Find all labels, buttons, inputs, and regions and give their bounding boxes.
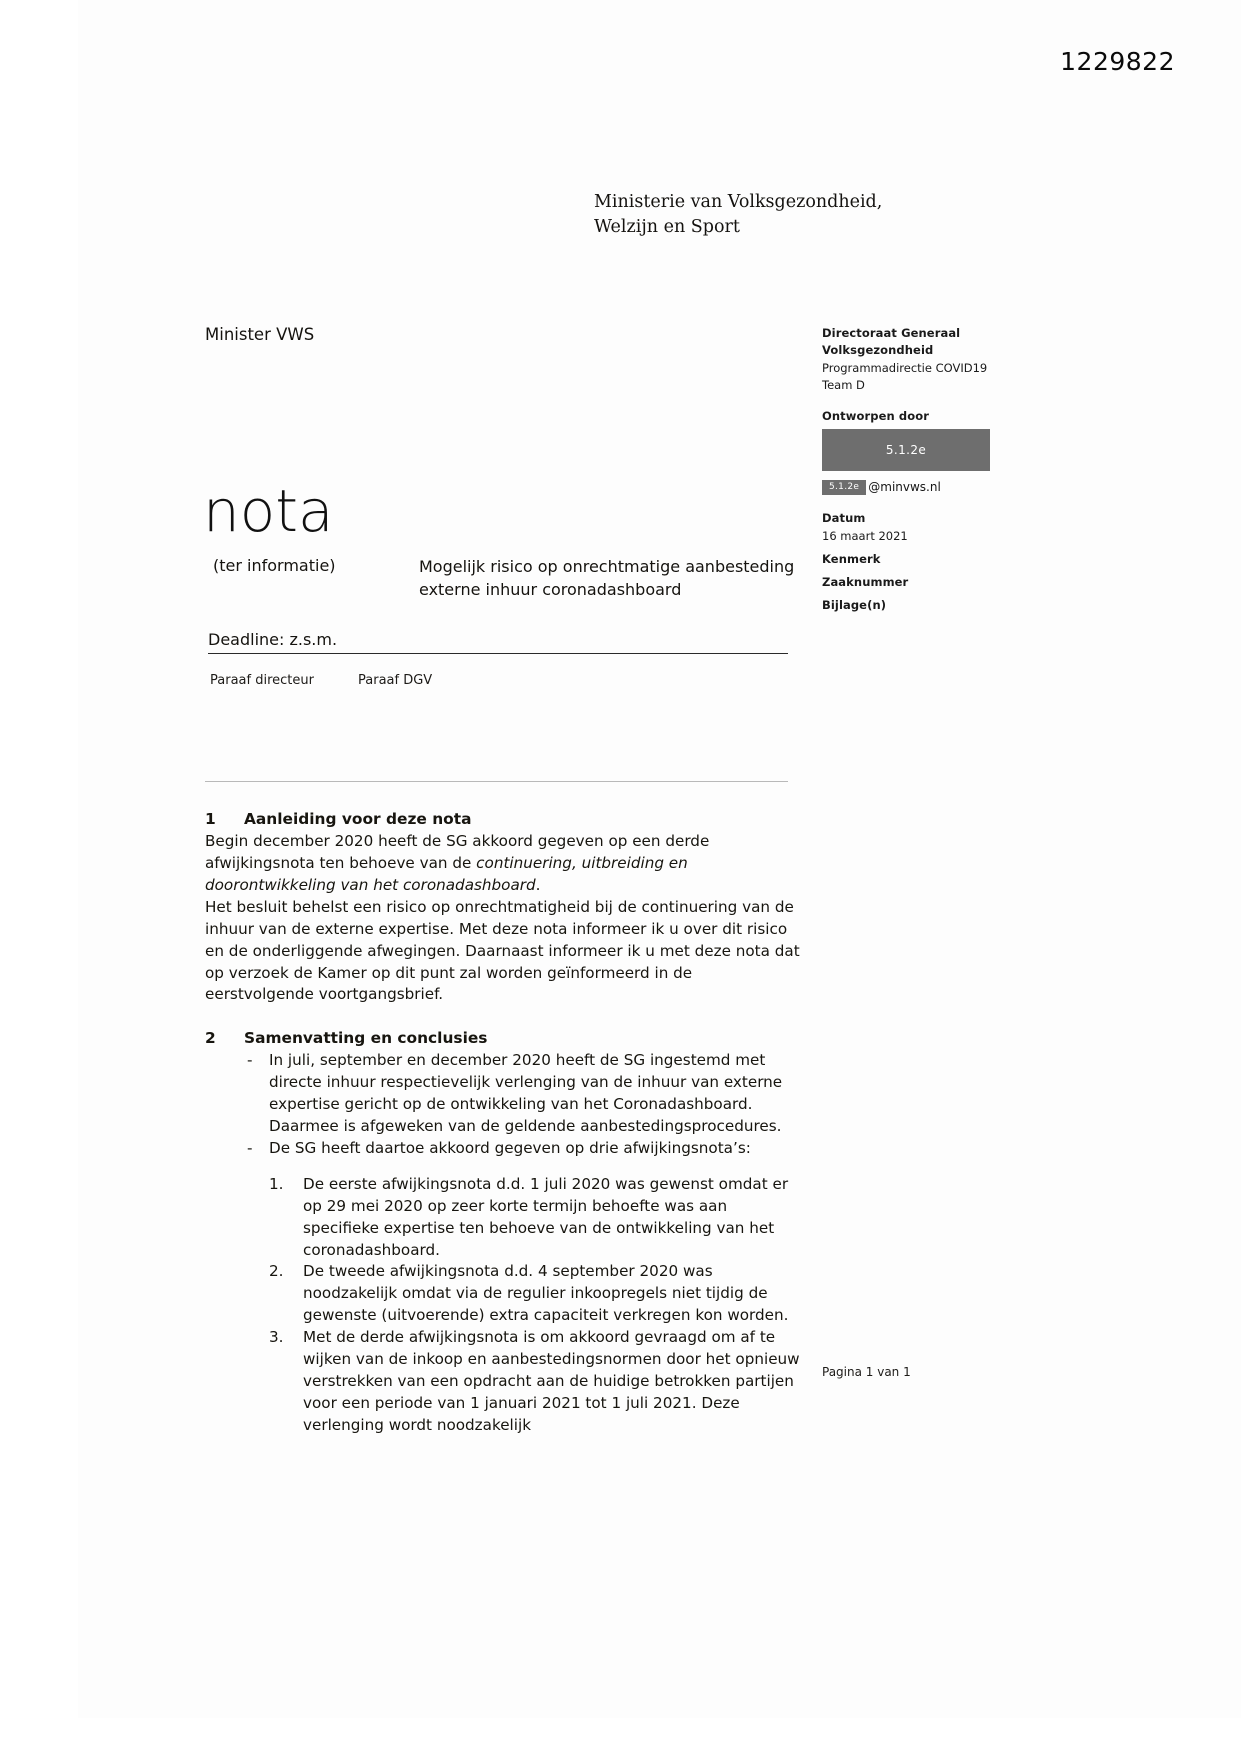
page-margin-bottom — [0, 1718, 1241, 1754]
deadline-text: Deadline: z.s.m. — [208, 630, 338, 649]
directorate-line-2: Volksgezondheid — [822, 343, 934, 358]
page-footer: Pagina 1 van 1 — [822, 1365, 911, 1379]
redaction-box-name: 5.1.2e — [822, 429, 990, 471]
meta-date — [822, 510, 1022, 545]
metadata-sidebar — [822, 325, 1022, 621]
document-body — [205, 808, 805, 1458]
section-2-numbered-list — [205, 1174, 805, 1437]
meta-bijlagen — [822, 597, 1022, 614]
section-1-paragraph-2: Het besluit behelst een risico op onrechtmatigheid bij de continuering van de inhuur van de externe expertise. Met deze nota informeer ik u over dit risico en de onderliggende afwegingen. Daarnaast informeer ik u met deze nota dat op verzoek de Kamer op dit punt zal worden geïnformeerd in de eerstvolgende voortgangsbrief. — [205, 897, 800, 1004]
paraaf-dgv-label: Paraaf DGV — [358, 673, 433, 688]
kenmerk-label: Kenmerk — [822, 551, 881, 566]
body-separator-rule — [205, 781, 788, 782]
ministry-header — [594, 190, 882, 240]
list-item: - De SG heeft daartoe akkoord gegeven op drie afwijkingsnota’s: — [244, 1138, 805, 1160]
document-number: 1229822 — [1060, 47, 1175, 76]
ministry-line-2: Welzijn en Sport — [594, 216, 740, 237]
list-item-marker: 1. — [269, 1174, 284, 1193]
section-2-number: 2 — [205, 1029, 216, 1048]
list-item-text: Met de derde afwijkingsnota is om akkoord gevraagd om af te wijken van de inkoop en aanbestedingsnormen door het opnieuw verstrekken van een opdracht aan de huidige betrokken partijen voor een periode van 1 januari 2021 tot 1 juli 2021. Deze verlenging wordt noodzakelijk — [303, 1328, 800, 1434]
email-domain: @minvws.nl — [868, 480, 941, 495]
section-2-heading — [205, 1027, 805, 1049]
meta-directorate — [822, 325, 1022, 394]
redaction-box-email: 5.1.2e — [822, 480, 866, 495]
list-item — [269, 1174, 805, 1262]
document-kind: (ter informatie) — [213, 556, 336, 575]
date-value: 16 maart 2021 — [822, 528, 908, 543]
list-item-marker: 2. — [269, 1262, 284, 1281]
deadline-block — [208, 630, 788, 654]
list-item: - In juli, september en december 2020 heeft de SG ingestemd met directe inhuur respectievelijk verlenging van de inhuur van externe expertise gericht op de ontwikkeling van het Coronadashboard. Daarmee is afgeweken van de geldende aanbestedingsprocedures. — [244, 1050, 805, 1138]
section-1-paragraph-1 — [205, 831, 805, 897]
section-1-heading — [205, 808, 805, 830]
subject-line-1: Mogelijk risico op onrechtmatige aanbesteding — [419, 557, 795, 576]
meta-zaaknummer — [822, 574, 1022, 591]
list-item-text: De eerste afwijkingsnota d.d. 1 juli 2020 was gewenst omdat er op 29 mei 2020 op zeer korte termijn behoefte was aan specifieke expertise ten behoeve van de ontwikkeling van het coronadashboard. — [303, 1174, 789, 1259]
list-item — [269, 1261, 805, 1327]
page-title: nota — [203, 477, 334, 545]
list-item — [269, 1327, 805, 1436]
paraaf-directeur-label: Paraaf directeur — [210, 673, 314, 688]
section-1 — [205, 808, 805, 1006]
paraaf-row — [210, 673, 433, 688]
list-item-marker: 3. — [269, 1328, 284, 1347]
meta-designed-by — [822, 408, 1022, 496]
section-2-bullet-list — [205, 1050, 805, 1159]
subject-line-2: externe inhuur coronadashboard — [419, 579, 682, 599]
section-1-number: 1 — [205, 810, 216, 828]
programme-directorate: Programmadirectie COVID19 — [822, 360, 988, 375]
section-1-title: Aanleiding voor deze nota — [244, 810, 472, 828]
meta-kenmerk — [822, 551, 1022, 568]
deadline-rule — [208, 653, 788, 654]
email-row — [822, 478, 1022, 496]
section-2 — [205, 1027, 805, 1436]
team: Team D — [822, 377, 865, 392]
s1-p1-text-b: . — [535, 875, 541, 894]
section-2-title: Samenvatting en conclusies — [244, 1029, 488, 1048]
designed-by-label: Ontworpen door — [822, 409, 929, 423]
s1-p1-text-a: Begin december 2020 heeft de SG akkoord gegeven op een derde afwijkingsnota ten behoeve van de — [205, 832, 710, 873]
bijlagen-label: Bijlage(n) — [822, 598, 887, 613]
zaaknummer-label: Zaaknummer — [822, 575, 909, 589]
directorate-line-1: Directoraat Generaal — [822, 326, 961, 340]
page-margin-left — [0, 0, 78, 1754]
list-item-text: De tweede afwijkingsnota d.d. 4 september 2020 was noodzakelijk omdat via de regulier inkoopregels niet tijdig de gewenste (uitvoerende) extra capaciteit verkregen kon worden. — [303, 1262, 789, 1325]
ministry-line-1: Ministerie van Volksgezondheid, — [594, 192, 883, 212]
addressee: Minister VWS — [205, 325, 315, 344]
date-label: Datum — [822, 511, 866, 526]
document-subject — [419, 556, 819, 601]
s1-p1-emphasis: continuering, uitbreiding en doorontwikkeling van het coronadashboard — [205, 854, 688, 894]
